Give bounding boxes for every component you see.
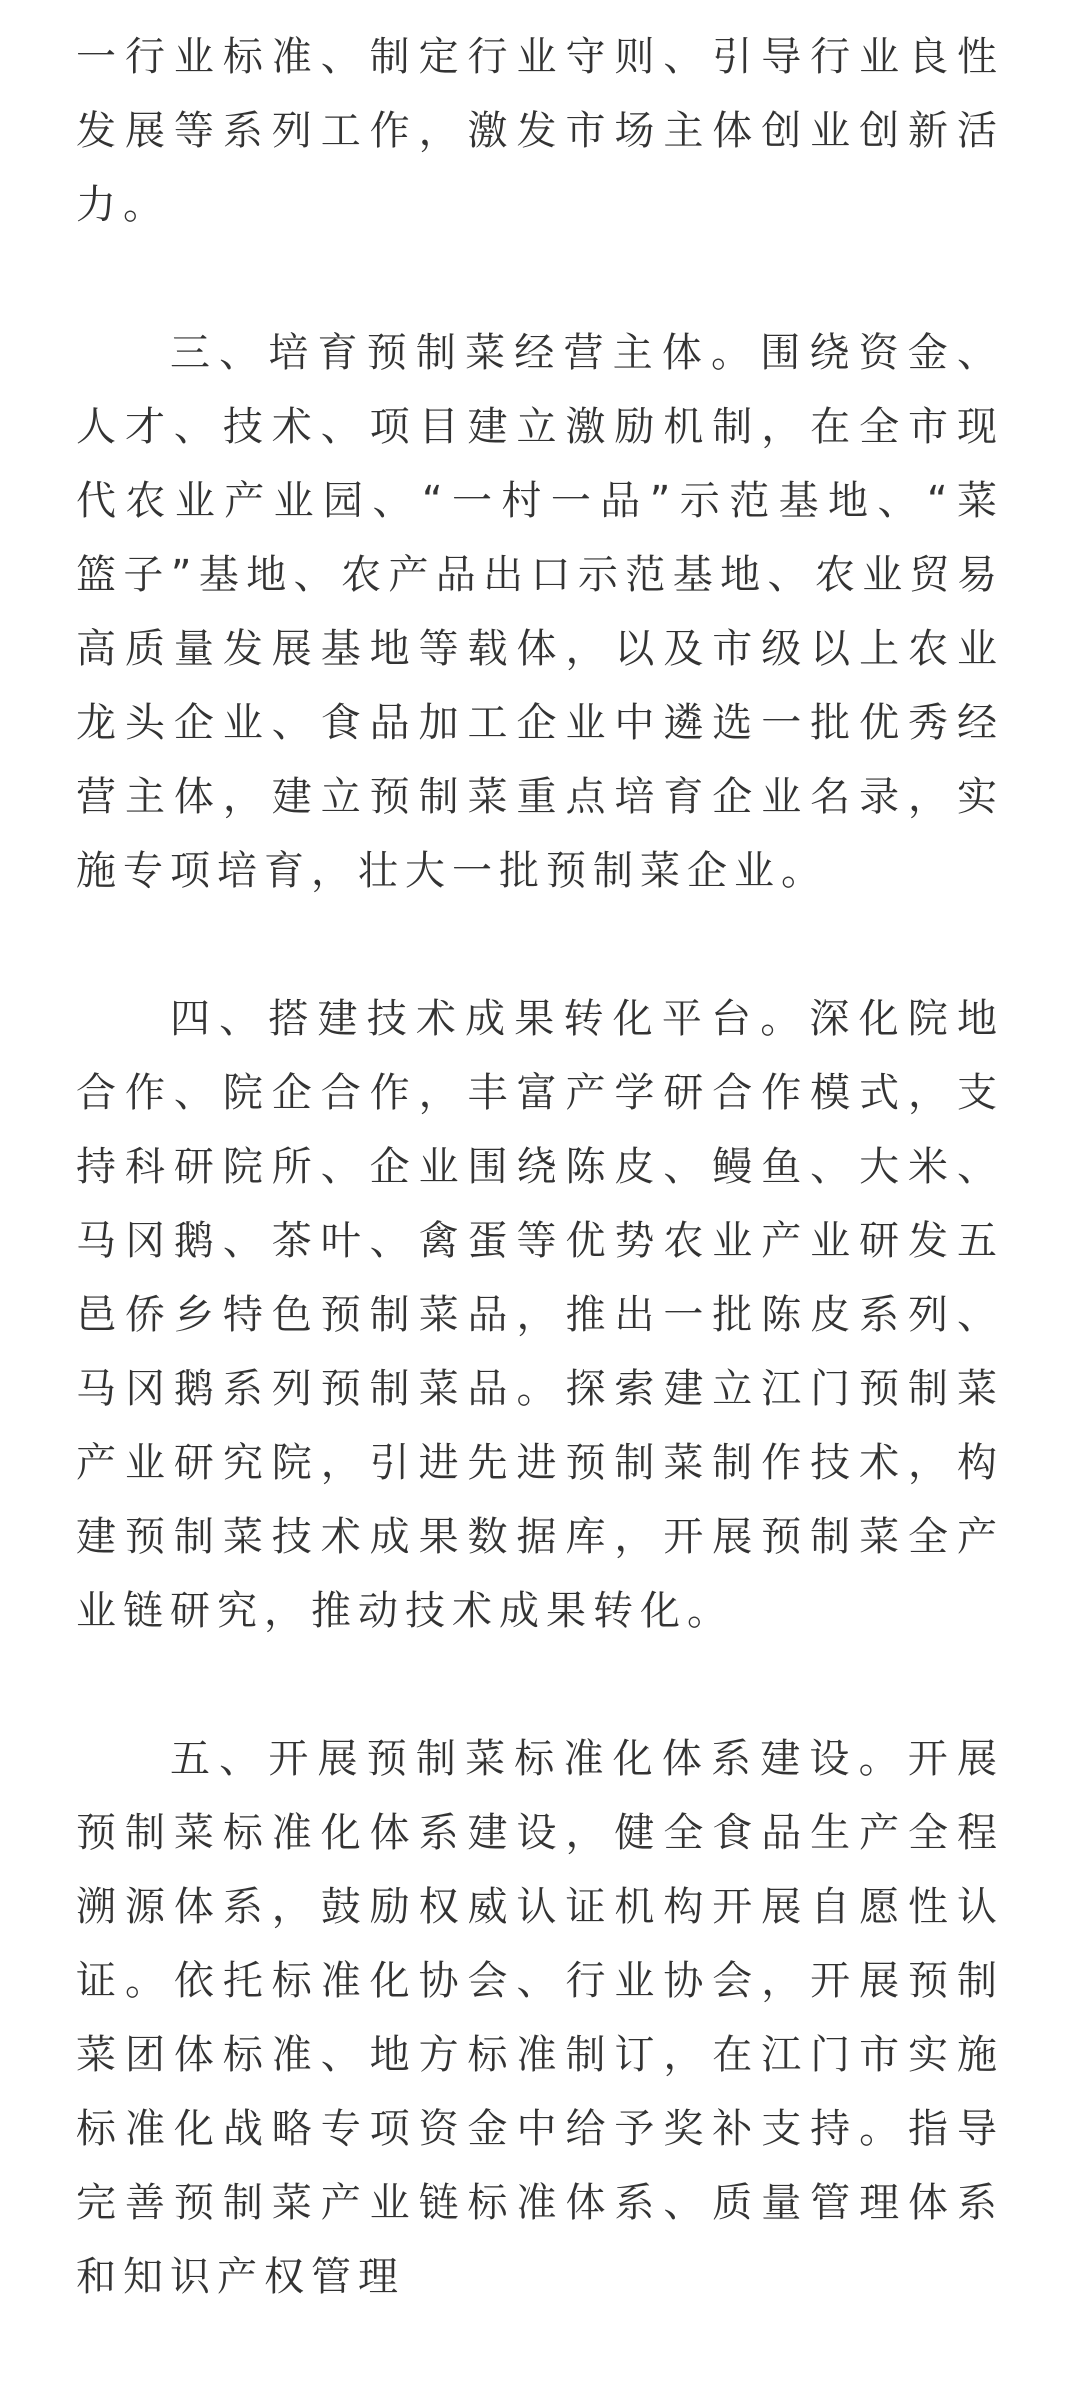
article-paragraph-5: 五、开展预制菜标准化体系建设。开展预制菜标准化体系建设，健全食品生产全程溯源体系，鼓励权威认证机构开展自愿性认证。依托标准化协会、行业协会，开展预制菜团体标准、地方标准制订，在江门市实施标准化战略专项资金中给予奖补支持。指导完善预制菜产业链标准体系、质量管理体系和知识产权管理 xyxy=(76,1736,1004,2300)
article-paragraph-continued: 一行业标准、制定行业守则、引导行业良性发展等系列工作，激发市场主体创业创新活力。 xyxy=(76,34,1004,228)
article-body xyxy=(76,20,1004,2388)
article-paragraph-3: 三、培育预制菜经营主体。围绕资金、人才、技术、项目建立激励机制，在全市现代农业产业园、“一村一品”示范基地、“菜篮子”基地、农产品出口示范基地、农业贸易高质量发展基地等载体，以及市级以上农业龙头企业、食品加工企业中遴选一批优秀经营主体，建立预制菜重点培育企业名录，实施专项培育，壮大一批预制菜企业。 xyxy=(76,330,1004,894)
article-paragraph-4: 四、搭建技术成果转化平台。深化院地合作、院企合作，丰富产学研合作模式，支持科研院所、企业围绕陈皮、鳗鱼、大米、马冈鹅、茶叶、禽蛋等优势农业产业研发五邑侨乡特色预制菜品，推出一批陈皮系列、马冈鹅系列预制菜品。探索建立江门预制菜产业研究院，引进先进预制菜制作技术，构建预制菜技术成果数据库，开展预制菜全产业链研究，推动技术成果转化。 xyxy=(76,996,1004,1634)
